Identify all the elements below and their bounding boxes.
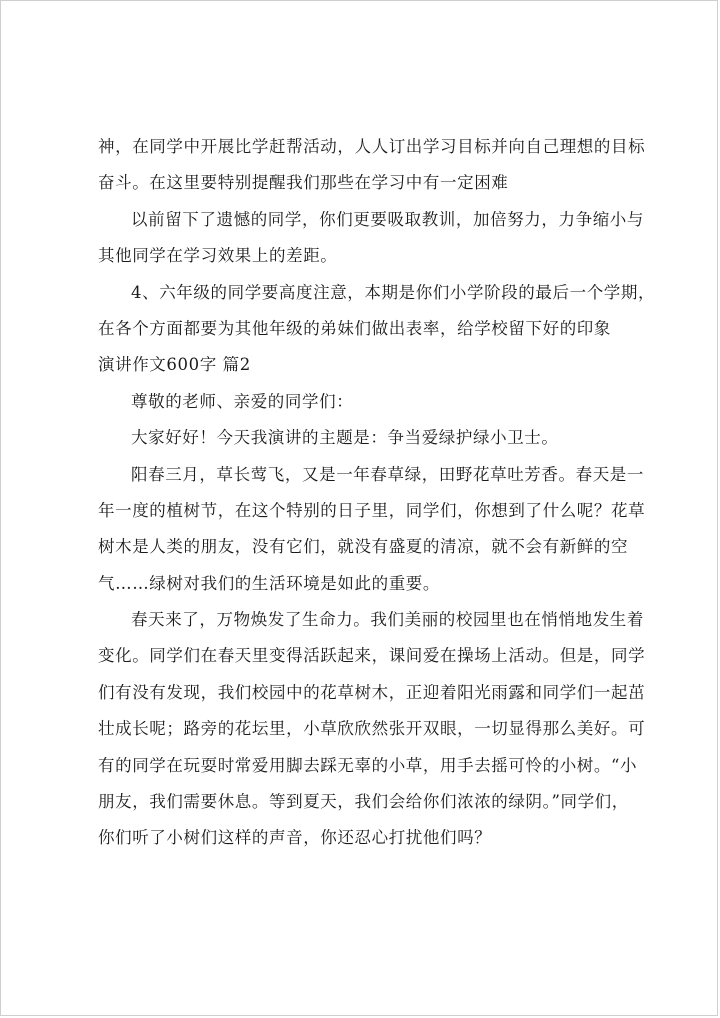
- text-line: 们有没有发现，我们校园中的花草树木，正迎着阳光雨露和同学们一起茁: [98, 682, 646, 702]
- text-line: 以前留下了遗憾的同学，你们更要吸取教训，加倍努力，力争缩小与: [131, 209, 644, 229]
- text-line: 年一度的植树节，在这个特别的日子里，同学们，你想到了什么呢？花草: [98, 500, 646, 520]
- text-line: 尊敬的老师、亲爱的同学们：: [131, 391, 354, 411]
- text-line: 阳春三月，草长莺飞，又是一年春草绿，田野花草吐芳香。春天是一: [131, 464, 644, 484]
- text-line: 变化。同学们在春天里变得活跃起来，课间爱在操场上活动。但是，同学: [98, 646, 646, 666]
- text-line: 有的同学在玩耍时常爱用脚去踩无辜的小草，用手去摇可怜的小树。“小: [98, 755, 638, 775]
- document-body: [98, 129, 656, 857]
- text-line: 春天来了，万物焕发了生命力。我们美丽的校园里也在悄悄地发生着: [131, 610, 644, 630]
- text-line: 其他同学在学习效果上的差距。: [98, 246, 338, 266]
- text-line: 树木是人类的朋友，没有它们，就没有盛夏的清凉，就不会有新鲜的空: [98, 537, 629, 557]
- text-line: 你们听了小树们这样的声音，你还忍心打扰他们吗？: [98, 828, 492, 848]
- text-line: 在各个方面都要为其他年级的弟妹们做出表率，给学校留下好的印象: [98, 318, 611, 338]
- text-line: 大家好好！今天我演讲的主题是：争当爱绿护绿小卫士。: [131, 428, 559, 448]
- text-line: 4、六年级的同学要高度注意，本期是你们小学阶段的最后一个学期，: [131, 282, 656, 302]
- text-line: 气……绿树对我们的生活环境是如此的重要。: [98, 573, 440, 593]
- text-line: 朋友，我们需要休息。等到夏天，我们会给你们浓浓的绿阴。”同学们，: [98, 792, 629, 812]
- text-line: 神，在同学中开展比学赶帮活动，人人订出学习目标并向自己理想的目标: [98, 137, 646, 156]
- text-line: 壮成长呢；路旁的花坛里，小草欣欣然张开双眼，一切显得那么美好。可: [98, 719, 646, 739]
- text-line: 奋斗。在这里要特别提醒我们那些在学习中有一定困难: [98, 173, 509, 193]
- section-heading: 演讲作文600字 篇2: [98, 355, 251, 375]
